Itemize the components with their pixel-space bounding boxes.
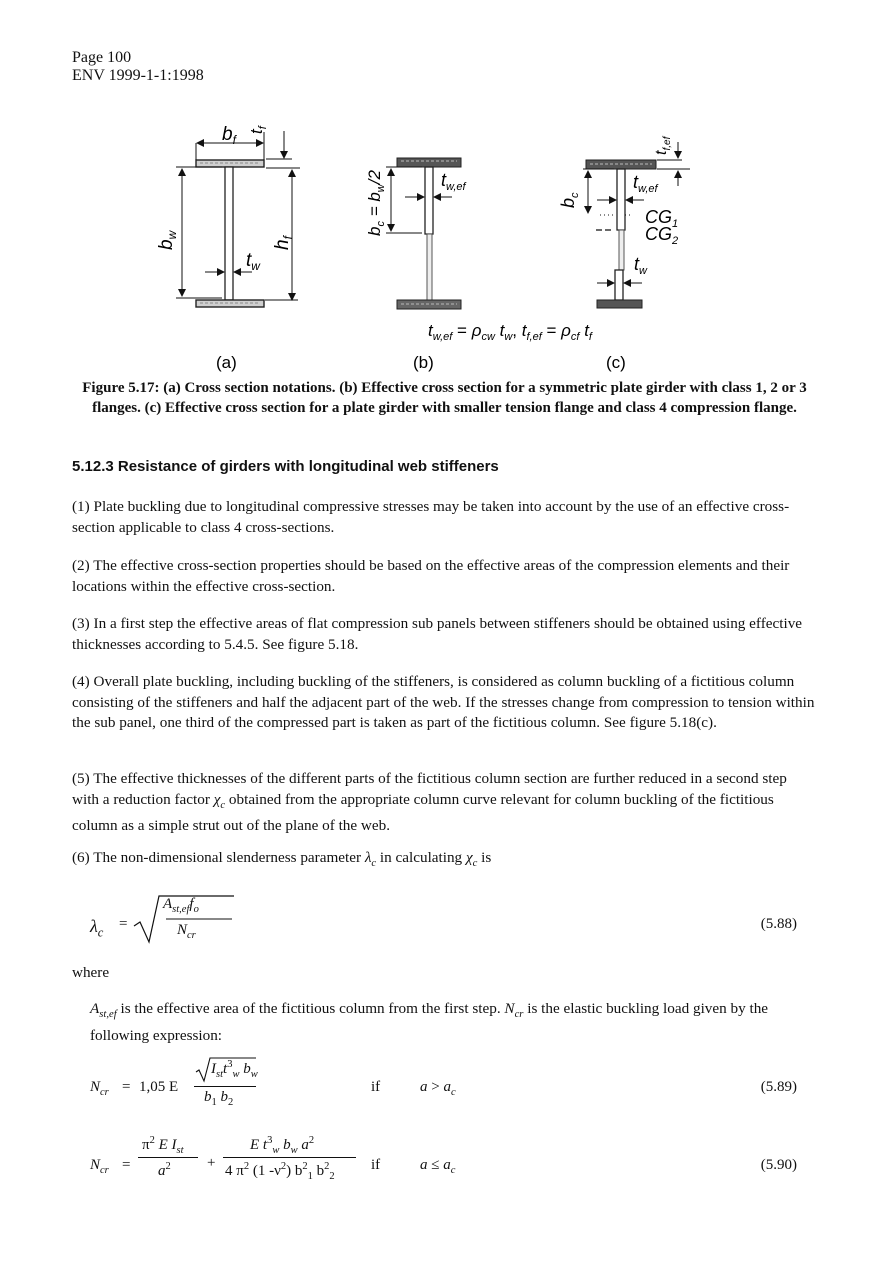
label-tfef: $t_{f,ef}$ <box>653 136 673 155</box>
paragraph-5: (5) The effective thicknesses of the different parts of the fictitious column section are further reduced in a second step with a reduction factor $\chi_c$ obtained from the appropriate column curve relevant for column buckling of the fictitious column as a simple strut out of the plane of the web. <box>72 770 787 835</box>
paragraph-7: $A_{st,ef}$ is the effective area of the fictitious column from the first step. $N_{cr}$ is the elastic buckling load given by the following expression: <box>90 1000 769 1044</box>
label-hf: $h_f$ <box>272 236 295 250</box>
label-cg2: $CG_2$ <box>645 224 679 247</box>
equation-5-88: $\lambda_c$ = $A_{st,ef}f_o$ $N_{cr}$ <box>90 898 250 948</box>
label-bc: $b_c$ <box>558 192 581 208</box>
equation-5-89: $N_{cr}$ = 1,05 E $I_{st}t^3_w$ $b_w$ $b_1$ $b_2$ if $a > a_c$ <box>90 1055 770 1115</box>
label-tw-a: $t_w$ <box>246 250 260 273</box>
label-tw-c: $t_w$ <box>634 254 647 277</box>
section-heading: 5.12.3 Resistance of girders with longitudinal web stiffeners <box>72 458 499 475</box>
equation-number-5-90: (5.90) <box>760 1157 797 1173</box>
figure-5-17 <box>0 0 893 380</box>
standard-reference: ENV 1999-1-1:1998 <box>72 67 204 84</box>
label-tf: $t_f$ <box>247 126 269 134</box>
label-twef-b: $t_{w,ef}$ <box>441 170 466 193</box>
label-bc-half: $b_c = b_w/2$ <box>365 170 387 236</box>
sublabel-b: (b) <box>413 353 434 372</box>
page-number: Page 100 <box>72 49 132 66</box>
paragraph-4: (4) Overall plate buckling, including buckling of the stiffeners, is considered as column buckling of a fictitious column consisting of the stiffeners and half the adjacent part of the web. If the stresses change from compression to tension within the sub panel, one third of the compressed part is taken as part of the fictitious column. See figure 5.18(c). <box>72 673 815 731</box>
equation-number-5-88: (5.88) <box>760 916 797 932</box>
label-cg1: $CG_1$ <box>645 207 679 230</box>
label-bw: $b_w$ <box>156 230 179 250</box>
equation-number-5-89: (5.89) <box>760 1079 797 1095</box>
paragraph-2: (2) The effective cross-section properties should be based on the effective areas of the compression elements and their locations within the effective cross-section. <box>72 557 790 595</box>
where-label: where <box>72 964 110 981</box>
sublabel-a: (a) <box>216 353 237 372</box>
label-bf: $b_f$ <box>222 124 236 147</box>
equation-5-90: $N_{cr}$ = $\pi^2$ E $I_{st}$ $a^2$ + E $t^3_w$ $b_w$ $a^2$ 4 $\pi^2$ (1 $-\nu^2$) $b^2_1$ $b^2_2$ if $a \le a_c$ <box>90 1135 456 1182</box>
sublabel-c: (c) <box>606 353 626 372</box>
effective-thickness-formula: $t_{w,ef} = \rho_{cw}$ $t_w$, $t_{f,ef} = \rho_{cf}$ $t_f$ <box>428 321 592 343</box>
section-a-drawing <box>176 131 300 307</box>
label-twef-c: $t_{w,ef}$ <box>633 172 658 195</box>
paragraph-6: (6) The non-dimensional slenderness parameter $\lambda_c$ in calculating $\chi_c$ is <box>72 849 492 870</box>
paragraph-1: (1) Plate buckling due to longitudinal compressive stresses may be taken into account by the use of an effective cross-section applicable to class 4 cross-sections. <box>72 498 790 536</box>
paragraph-3: (3) In a first step the effective areas of flat compression sub panels between stiffeners should be obtained using effective thicknesses according to 5.4.5. See figure 5.18. <box>72 615 803 653</box>
figure-caption: Figure 5.17: (a) Cross section notations. (b) Effective cross section for a symmetric plate girder with class 1, 2 or 3 flanges. (c) Effective cross section for a plate girder with smaller tension flange and class 4 compression flange. <box>82 380 807 416</box>
